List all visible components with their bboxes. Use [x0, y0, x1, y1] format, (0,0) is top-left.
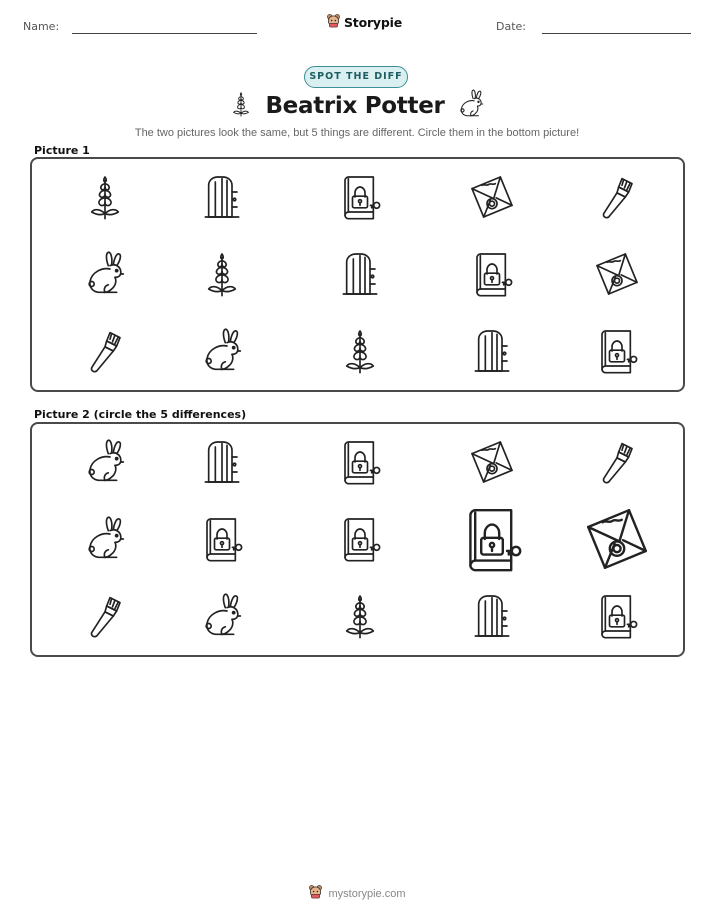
- name-field[interactable]: [72, 33, 257, 34]
- book-icon: [587, 321, 647, 381]
- paintbrush-icon[interactable]: [75, 586, 135, 646]
- foxglove-icon[interactable]: [330, 586, 390, 646]
- foxglove-icon: [330, 321, 390, 381]
- paintbrush-icon[interactable]: [587, 432, 647, 492]
- picture2-grid: [32, 424, 683, 655]
- rabbit-icon[interactable]: [75, 432, 135, 492]
- date-field[interactable]: [542, 33, 691, 34]
- foxglove-icon: [227, 90, 255, 122]
- footer-site: mystorypie.com: [328, 887, 406, 900]
- door-icon[interactable]: [462, 586, 522, 646]
- picture1-panel: [30, 157, 685, 392]
- rabbit-icon: [455, 88, 487, 124]
- book-icon[interactable]: [587, 586, 647, 646]
- rabbit-icon[interactable]: [75, 509, 135, 569]
- door-icon: [192, 167, 252, 227]
- book-icon: [330, 167, 390, 227]
- door-icon: [462, 321, 522, 381]
- foxglove-icon: [192, 244, 252, 304]
- paintbrush-icon: [75, 321, 135, 381]
- book-icon[interactable]: [452, 499, 532, 579]
- rabbit-icon: [75, 244, 135, 304]
- envelope-icon[interactable]: [462, 432, 522, 492]
- book-icon[interactable]: [192, 509, 252, 569]
- paintbrush-icon: [587, 167, 647, 227]
- date-label: Date:: [496, 20, 526, 33]
- book-icon: [462, 244, 522, 304]
- bear-icon: [326, 13, 341, 32]
- rabbit-icon: [192, 321, 252, 381]
- door-icon: [330, 244, 390, 304]
- book-icon[interactable]: [330, 432, 390, 492]
- brand-logo: [326, 13, 402, 32]
- picture1-label: Picture 1: [34, 144, 90, 157]
- page-title: Beatrix Potter: [265, 93, 445, 119]
- foxglove-icon: [75, 167, 135, 227]
- brand-name: Storypie: [344, 15, 402, 30]
- rabbit-icon[interactable]: [192, 586, 252, 646]
- envelope-icon: [587, 244, 647, 304]
- envelope-icon[interactable]: [577, 499, 657, 579]
- picture1-grid: [32, 159, 683, 390]
- instructions: The two pictures look the same, but 5 things are different. Circle them in the bottom picture!: [134, 127, 580, 139]
- book-icon[interactable]: [330, 509, 390, 569]
- picture2-panel[interactable]: [30, 422, 685, 657]
- door-icon[interactable]: [192, 432, 252, 492]
- activity-badge: SPOT THE DIFF: [304, 66, 408, 88]
- footer: [0, 884, 714, 903]
- title-row: [0, 88, 714, 124]
- picture2-label: Picture 2 (circle the 5 differences): [34, 408, 247, 421]
- bear-icon: [308, 884, 323, 903]
- name-label: Name:: [23, 20, 60, 33]
- envelope-icon: [462, 167, 522, 227]
